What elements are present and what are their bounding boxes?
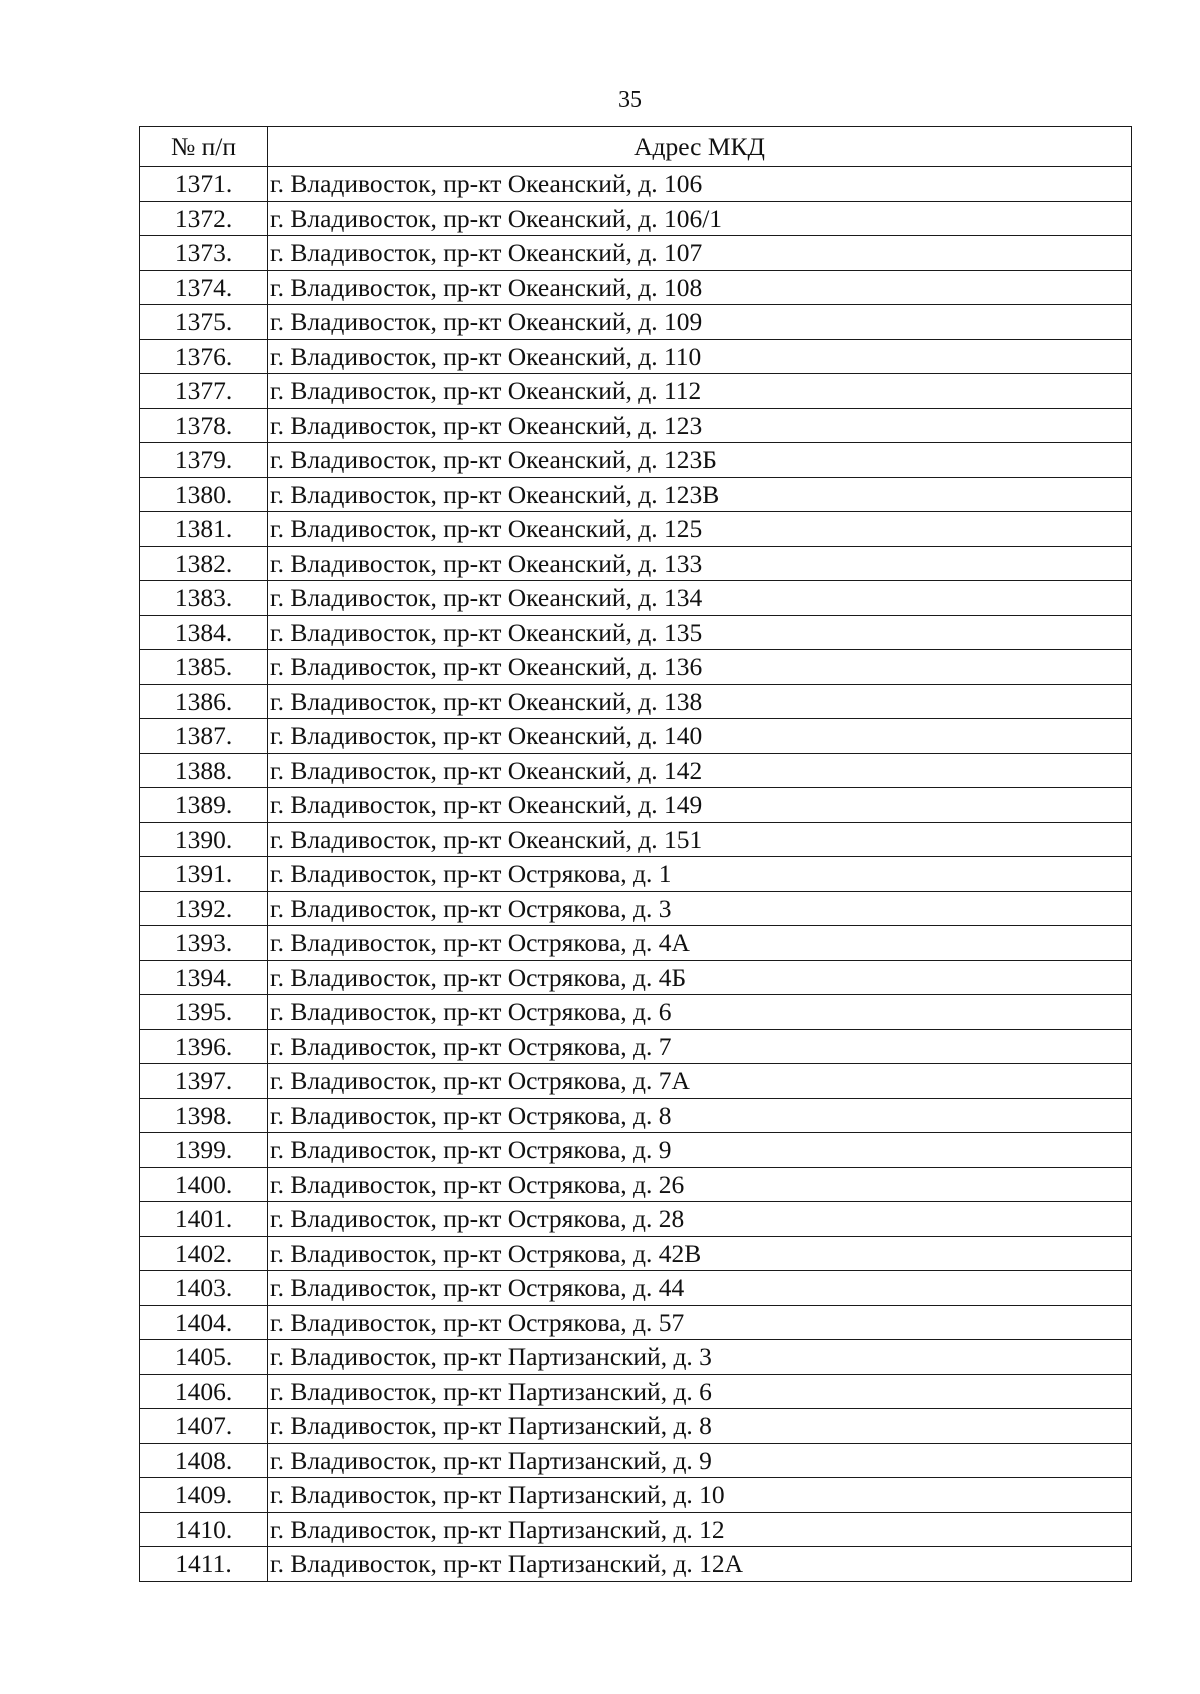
row-number: 1407.	[140, 1409, 268, 1444]
row-number: 1397.	[140, 1064, 268, 1099]
row-address: г. Владивосток, пр-кт Острякова, д. 9	[268, 1133, 1132, 1168]
row-number: 1409.	[140, 1478, 268, 1513]
row-number: 1389.	[140, 788, 268, 823]
row-number: 1376.	[140, 339, 268, 374]
row-address: г. Владивосток, пр-кт Океанский, д. 134	[268, 581, 1132, 616]
row-number: 1388.	[140, 753, 268, 788]
table-row	[140, 512, 1132, 547]
column-header-address: Адрес МКД	[268, 127, 1132, 167]
row-number: 1382.	[140, 546, 268, 581]
table-row	[140, 374, 1132, 409]
table-row	[140, 1202, 1132, 1237]
row-number: 1377.	[140, 374, 268, 409]
row-number: 1408.	[140, 1443, 268, 1478]
row-address: г. Владивосток, пр-кт Океанский, д. 107	[268, 236, 1132, 271]
row-number: 1384.	[140, 615, 268, 650]
row-number: 1395.	[140, 995, 268, 1030]
row-number: 1411.	[140, 1547, 268, 1582]
table-row	[140, 1271, 1132, 1306]
row-number: 1399.	[140, 1133, 268, 1168]
row-address: г. Владивосток, пр-кт Океанский, д. 109	[268, 305, 1132, 340]
row-address: г. Владивосток, пр-кт Океанский, д. 112	[268, 374, 1132, 409]
table-row	[140, 960, 1132, 995]
row-number: 1390.	[140, 822, 268, 857]
row-address: г. Владивосток, пр-кт Океанский, д. 106/1	[268, 201, 1132, 236]
row-number: 1398.	[140, 1098, 268, 1133]
header-row	[140, 127, 1132, 167]
row-address: г. Владивосток, пр-кт Океанский, д. 106	[268, 167, 1132, 202]
table-row	[140, 201, 1132, 236]
table-row	[140, 270, 1132, 305]
row-number: 1402.	[140, 1236, 268, 1271]
table-row	[140, 408, 1132, 443]
table-row	[140, 1133, 1132, 1168]
table-row	[140, 1409, 1132, 1444]
table-row	[140, 1374, 1132, 1409]
row-address: г. Владивосток, пр-кт Партизанский, д. 6	[268, 1374, 1132, 1409]
row-number: 1386.	[140, 684, 268, 719]
row-number: 1393.	[140, 926, 268, 961]
row-address: г. Владивосток, пр-кт Океанский, д. 151	[268, 822, 1132, 857]
row-address: г. Владивосток, пр-кт Острякова, д. 44	[268, 1271, 1132, 1306]
row-number: 1394.	[140, 960, 268, 995]
row-address: г. Владивосток, пр-кт Острякова, д. 42В	[268, 1236, 1132, 1271]
row-number: 1381.	[140, 512, 268, 547]
row-number: 1410.	[140, 1512, 268, 1547]
row-number: 1387.	[140, 719, 268, 754]
table-row	[140, 684, 1132, 719]
row-number: 1374.	[140, 270, 268, 305]
row-address: г. Владивосток, пр-кт Острякова, д. 28	[268, 1202, 1132, 1237]
table-row	[140, 339, 1132, 374]
row-address: г. Владивосток, пр-кт Острякова, д. 7	[268, 1029, 1132, 1064]
row-number: 1375.	[140, 305, 268, 340]
row-number: 1383.	[140, 581, 268, 616]
row-address: г. Владивосток, пр-кт Океанский, д. 123	[268, 408, 1132, 443]
row-address: г. Владивосток, пр-кт Острякова, д. 1	[268, 857, 1132, 892]
table-row	[140, 477, 1132, 512]
page-number: 35	[618, 87, 642, 113]
row-address: г. Владивосток, пр-кт Партизанский, д. 10	[268, 1478, 1132, 1513]
row-number: 1380.	[140, 477, 268, 512]
row-number: 1391.	[140, 857, 268, 892]
row-address: г. Владивосток, пр-кт Океанский, д. 123В	[268, 477, 1132, 512]
row-address: г. Владивосток, пр-кт Океанский, д. 123Б	[268, 443, 1132, 478]
table-row	[140, 719, 1132, 754]
table-row	[140, 615, 1132, 650]
table-row	[140, 788, 1132, 823]
row-address: г. Владивосток, пр-кт Острякова, д. 3	[268, 891, 1132, 926]
row-address: г. Владивосток, пр-кт Океанский, д. 110	[268, 339, 1132, 374]
row-address: г. Владивосток, пр-кт Океанский, д. 149	[268, 788, 1132, 823]
table-row	[140, 305, 1132, 340]
row-number: 1371.	[140, 167, 268, 202]
row-address: г. Владивосток, пр-кт Острякова, д. 7А	[268, 1064, 1132, 1099]
table-row	[140, 1029, 1132, 1064]
table-row	[140, 581, 1132, 616]
table-row	[140, 1478, 1132, 1513]
table-row	[140, 926, 1132, 961]
row-address: г. Владивосток, пр-кт Океанский, д. 140	[268, 719, 1132, 754]
row-address: г. Владивосток, пр-кт Партизанский, д. 8	[268, 1409, 1132, 1444]
row-address: г. Владивосток, пр-кт Океанский, д. 142	[268, 753, 1132, 788]
row-number: 1372.	[140, 201, 268, 236]
row-address: г. Владивосток, пр-кт Партизанский, д. 9	[268, 1443, 1132, 1478]
row-number: 1404.	[140, 1305, 268, 1340]
row-address: г. Владивосток, пр-кт Океанский, д. 136	[268, 650, 1132, 685]
table-row	[140, 1098, 1132, 1133]
table-header	[140, 127, 1132, 167]
row-address: г. Владивосток, пр-кт Океанский, д. 108	[268, 270, 1132, 305]
table-row	[140, 822, 1132, 857]
row-number: 1400.	[140, 1167, 268, 1202]
table-row	[140, 1064, 1132, 1099]
row-address: г. Владивосток, пр-кт Острякова, д. 8	[268, 1098, 1132, 1133]
row-address: г. Владивосток, пр-кт Партизанский, д. 12А	[268, 1547, 1132, 1582]
row-address: г. Владивосток, пр-кт Острякова, д. 26	[268, 1167, 1132, 1202]
table-row	[140, 1512, 1132, 1547]
row-address: г. Владивосток, пр-кт Океанский, д. 135	[268, 615, 1132, 650]
row-number: 1406.	[140, 1374, 268, 1409]
row-number: 1378.	[140, 408, 268, 443]
table-row	[140, 1236, 1132, 1271]
table-row	[140, 1305, 1132, 1340]
table-row	[140, 891, 1132, 926]
row-number: 1392.	[140, 891, 268, 926]
table-row	[140, 1443, 1132, 1478]
row-number: 1403.	[140, 1271, 268, 1306]
row-number: 1401.	[140, 1202, 268, 1237]
table-row	[140, 1547, 1132, 1582]
table-row	[140, 650, 1132, 685]
table-row	[140, 546, 1132, 581]
table-body	[140, 167, 1132, 1582]
row-address: г. Владивосток, пр-кт Океанский, д. 133	[268, 546, 1132, 581]
table-row	[140, 443, 1132, 478]
table-row	[140, 1167, 1132, 1202]
row-address: г. Владивосток, пр-кт Острякова, д. 4Б	[268, 960, 1132, 995]
row-number: 1379.	[140, 443, 268, 478]
table-row	[140, 995, 1132, 1030]
row-address: г. Владивосток, пр-кт Острякова, д. 4А	[268, 926, 1132, 961]
table-row	[140, 236, 1132, 271]
table-row	[140, 753, 1132, 788]
row-number: 1405.	[140, 1340, 268, 1375]
row-address: г. Владивосток, пр-кт Партизанский, д. 3	[268, 1340, 1132, 1375]
table-row	[140, 857, 1132, 892]
row-address: г. Владивосток, пр-кт Океанский, д. 125	[268, 512, 1132, 547]
row-address: г. Владивосток, пр-кт Партизанский, д. 12	[268, 1512, 1132, 1547]
row-address: г. Владивосток, пр-кт Острякова, д. 6	[268, 995, 1132, 1030]
row-address: г. Владивосток, пр-кт Океанский, д. 138	[268, 684, 1132, 719]
address-table	[139, 126, 1132, 1582]
row-number: 1385.	[140, 650, 268, 685]
row-address: г. Владивосток, пр-кт Острякова, д. 57	[268, 1305, 1132, 1340]
table-row	[140, 167, 1132, 202]
row-number: 1373.	[140, 236, 268, 271]
table-row	[140, 1340, 1132, 1375]
column-header-number: № п/п	[140, 127, 268, 167]
row-number: 1396.	[140, 1029, 268, 1064]
